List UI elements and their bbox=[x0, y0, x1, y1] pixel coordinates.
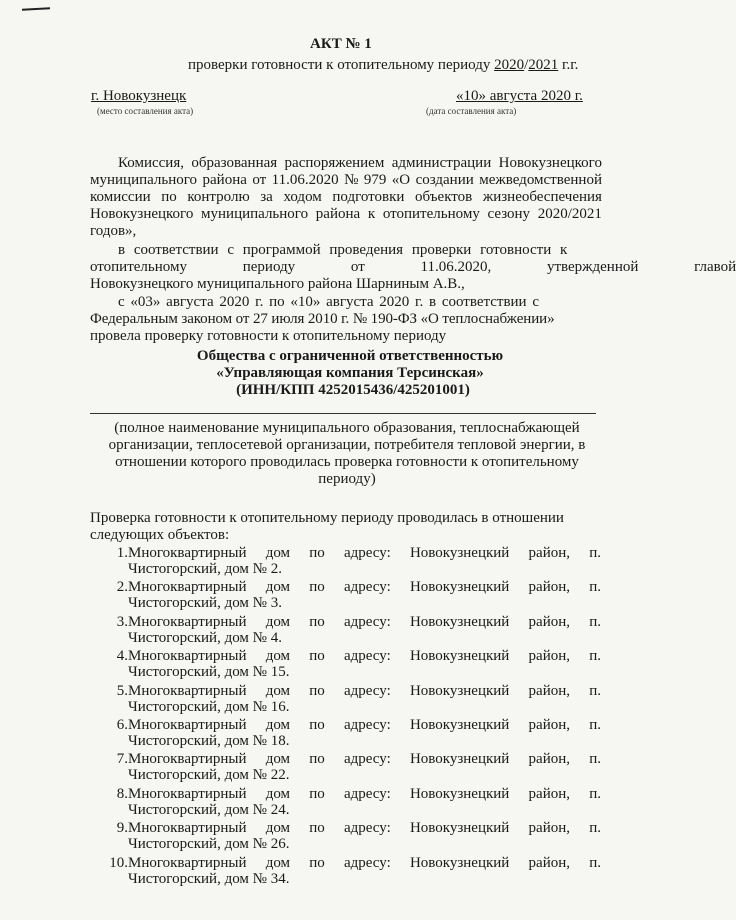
word: п. bbox=[589, 545, 601, 561]
list-item-number: 1. bbox=[116, 545, 128, 561]
word: объектов bbox=[415, 189, 473, 205]
list-item-address-line bbox=[128, 786, 601, 803]
year-end: 2021 bbox=[528, 57, 559, 73]
word: дом bbox=[265, 613, 291, 630]
word: Многоквартирный bbox=[128, 751, 247, 768]
year-slash: / bbox=[524, 57, 529, 73]
para3-line: провела проверку готовности к отопительному периоду bbox=[90, 328, 447, 344]
word: по bbox=[309, 613, 325, 630]
org-caption-line: (полное наименование муниципального образования, теплоснабжающей bbox=[114, 420, 580, 436]
word: № bbox=[344, 172, 359, 188]
list-item-house: Чистогорский, дом № 16. bbox=[128, 698, 290, 715]
word: Новокузнецкий bbox=[409, 820, 510, 837]
list-item-number: 3. bbox=[116, 613, 128, 630]
objects-intro-line: следующих объектов: bbox=[90, 527, 230, 543]
word: Новокузнецкий bbox=[409, 545, 510, 561]
word: район, bbox=[528, 682, 570, 699]
list-item-number: 9. bbox=[116, 820, 128, 837]
para2-line: Новокузнецкого муниципального района Шарниным А.В., bbox=[90, 276, 465, 292]
word: по bbox=[309, 545, 325, 561]
word: за bbox=[260, 189, 273, 205]
word: администрации bbox=[391, 155, 492, 171]
list-item-address-line bbox=[128, 614, 601, 631]
para2-line: в соответствии с программой проведения проверки готовности к bbox=[118, 242, 568, 258]
word: п. bbox=[589, 613, 601, 630]
word: район, bbox=[528, 854, 570, 871]
org-line-1: Общества с ограниченной ответственностью bbox=[196, 348, 504, 364]
word: район, bbox=[528, 751, 570, 768]
list-item-address-line bbox=[128, 683, 601, 700]
list-item-address-line bbox=[128, 545, 601, 562]
word: Многоквартирный bbox=[128, 613, 247, 630]
word: дом bbox=[265, 545, 291, 561]
word: Новокузнецкий bbox=[409, 751, 510, 768]
word: муниципального bbox=[201, 206, 309, 222]
list-item-house: Чистогорский, дом № 34. bbox=[128, 870, 290, 887]
org-caption-line: периоду) bbox=[318, 471, 376, 487]
word: 11.06.2020 bbox=[271, 172, 339, 188]
word: сезону bbox=[487, 206, 531, 222]
word: распоряжением bbox=[284, 155, 385, 171]
list-item-address-line bbox=[128, 751, 601, 768]
word: Многоквартирный bbox=[128, 579, 247, 596]
word: по bbox=[309, 682, 325, 699]
word: к bbox=[367, 206, 376, 222]
word: адресу: bbox=[343, 854, 391, 871]
list-item-house: Чистогорский, дом № 15. bbox=[128, 664, 290, 681]
word: 979 bbox=[363, 172, 387, 188]
word: адресу: bbox=[343, 785, 391, 802]
word: Многоквартирный bbox=[128, 682, 247, 699]
word: дом bbox=[265, 579, 291, 596]
word: по bbox=[309, 717, 325, 733]
list-item-number: 10. bbox=[109, 854, 128, 871]
word: п. bbox=[589, 717, 601, 733]
word: дом bbox=[265, 785, 291, 802]
word: Новокузнецкий bbox=[409, 613, 510, 630]
word: Многоквартирный bbox=[128, 820, 247, 837]
word: по bbox=[309, 579, 325, 596]
list-item-number: 4. bbox=[116, 648, 128, 665]
word: подготовки bbox=[332, 189, 405, 205]
word: создании bbox=[415, 172, 474, 188]
list-item-address-line bbox=[128, 820, 601, 837]
list-item-address-line bbox=[128, 855, 601, 872]
year-start: 2020 bbox=[494, 57, 525, 73]
word: дом bbox=[265, 854, 291, 871]
word: Новокузнецкого bbox=[90, 206, 194, 222]
word: адресу: bbox=[343, 717, 391, 733]
list-item-number: 8. bbox=[116, 785, 128, 802]
para2-line: отопительному периоду от 11.06.2020, утвержденной главой bbox=[90, 259, 736, 275]
word: образованная bbox=[191, 155, 278, 171]
word: район, bbox=[528, 785, 570, 802]
word: по bbox=[309, 785, 325, 802]
word: район, bbox=[528, 820, 570, 837]
word: Новокузнецкий bbox=[409, 854, 510, 871]
word: адресу: bbox=[343, 648, 391, 665]
word: Новокузнецкий bbox=[409, 785, 510, 802]
org-caption-line: отношении которого проводилась проверка готовности к отопительному bbox=[115, 454, 579, 470]
word: контролю bbox=[187, 189, 250, 205]
list-item-house: Чистогорский, дом № 3. bbox=[128, 595, 282, 612]
word: адресу: bbox=[343, 545, 391, 561]
list-item-address-line bbox=[128, 579, 601, 596]
word: Новокузнецкий bbox=[409, 682, 510, 699]
list-item-house: Чистогорский, дом № 22. bbox=[128, 767, 290, 784]
list-item-number: 5. bbox=[116, 682, 128, 699]
word: Новокузнецкий bbox=[409, 579, 510, 596]
word: адресу: bbox=[343, 579, 391, 596]
word: адресу: bbox=[343, 613, 391, 630]
word: Многоквартирный bbox=[128, 854, 247, 871]
word: Многоквартирный bbox=[128, 648, 247, 665]
list-item-number: 7. bbox=[116, 751, 128, 768]
word: адресу: bbox=[343, 682, 391, 699]
word: района bbox=[202, 172, 247, 188]
word: дом bbox=[265, 648, 291, 665]
word: 2020/2021 bbox=[537, 206, 602, 222]
para3-line: с «03» августа 2020 г. по «10» августа 2020 г. в соответствии с bbox=[118, 294, 539, 310]
list-item-number: 2. bbox=[116, 579, 128, 596]
word: района bbox=[315, 206, 361, 222]
word: район, bbox=[528, 579, 570, 596]
word: дом bbox=[265, 682, 291, 699]
act-date: «10» августа 2020 г. bbox=[456, 88, 583, 104]
word: адресу: bbox=[343, 820, 391, 837]
word: «О bbox=[391, 172, 411, 188]
org-line-3: (ИНН/КПП 4252015436/425201001) bbox=[236, 382, 470, 398]
list-item-house: Чистогорский, дом № 18. bbox=[128, 733, 290, 749]
word: комиссии bbox=[90, 189, 151, 205]
list-item-house: Чистогорский, дом № 26. bbox=[128, 836, 290, 853]
objects-intro-line: Проверка готовности к отопительному периоду проводилась в отношении bbox=[90, 510, 564, 526]
word: Многоквартирный bbox=[128, 785, 247, 802]
word: от bbox=[252, 172, 267, 188]
date-caption: (дата составления акта) bbox=[426, 106, 517, 116]
list-item-address-line bbox=[128, 717, 601, 734]
word: Комиссия, bbox=[118, 155, 184, 171]
org-line-2: «Управляющая компания Терсинская» bbox=[216, 365, 484, 381]
word: п. bbox=[589, 579, 601, 596]
word: по bbox=[161, 189, 177, 205]
word: п. bbox=[589, 751, 601, 768]
word: дом bbox=[265, 820, 291, 837]
word: район, bbox=[528, 648, 570, 665]
word: по bbox=[309, 854, 325, 871]
word: жизнеобеспечения bbox=[482, 189, 602, 205]
word: район, bbox=[528, 545, 570, 561]
word: п. bbox=[589, 682, 601, 699]
para3-line: Федеральным законом от 27 июля 2010 г. № 190-ФЗ «О теплоснабжении» bbox=[90, 311, 555, 327]
subtitle-post: г.г. bbox=[558, 57, 579, 73]
word: район, bbox=[528, 613, 570, 630]
word: адресу: bbox=[343, 751, 391, 768]
org-caption-line: организации, теплосетевой организации, потребителя тепловой энергии, в bbox=[108, 437, 586, 453]
word: по bbox=[309, 751, 325, 768]
subtitle-pre: проверки готовности к отопительному периоду bbox=[188, 57, 495, 73]
word: муниципального bbox=[90, 172, 198, 188]
word: отопительному bbox=[382, 206, 480, 222]
list-item-number: 6. bbox=[116, 717, 128, 733]
word: по bbox=[309, 648, 325, 665]
word: по bbox=[309, 820, 325, 837]
word: дом bbox=[265, 751, 291, 768]
word: Новокузнецкого bbox=[498, 155, 602, 171]
word: район, bbox=[528, 717, 570, 733]
word: п. bbox=[589, 854, 601, 871]
word: межведомственной bbox=[479, 172, 602, 188]
list-item-house: Чистогорский, дом № 4. bbox=[128, 629, 282, 646]
word: п. bbox=[589, 785, 601, 802]
place-caption: (место составления акта) bbox=[97, 106, 194, 116]
word: Новокузнецкий bbox=[409, 648, 510, 665]
place-city: г. Новокузнецк bbox=[91, 88, 187, 104]
list-item-house: Чистогорский, дом № 2. bbox=[128, 561, 282, 577]
word: Многоквартирный bbox=[128, 717, 247, 733]
word: п. bbox=[589, 648, 601, 665]
word: п. bbox=[589, 820, 601, 837]
list-item-address-line bbox=[128, 648, 601, 665]
list-item-house: Чистогорский, дом № 24. bbox=[128, 801, 290, 818]
word: Многоквартирный bbox=[128, 545, 247, 561]
word: ходом bbox=[283, 189, 322, 205]
para1-line: годов», bbox=[90, 223, 137, 239]
word: Новокузнецкий bbox=[409, 717, 510, 733]
word: дом bbox=[265, 717, 291, 733]
act-title: АКТ № 1 bbox=[310, 36, 372, 52]
